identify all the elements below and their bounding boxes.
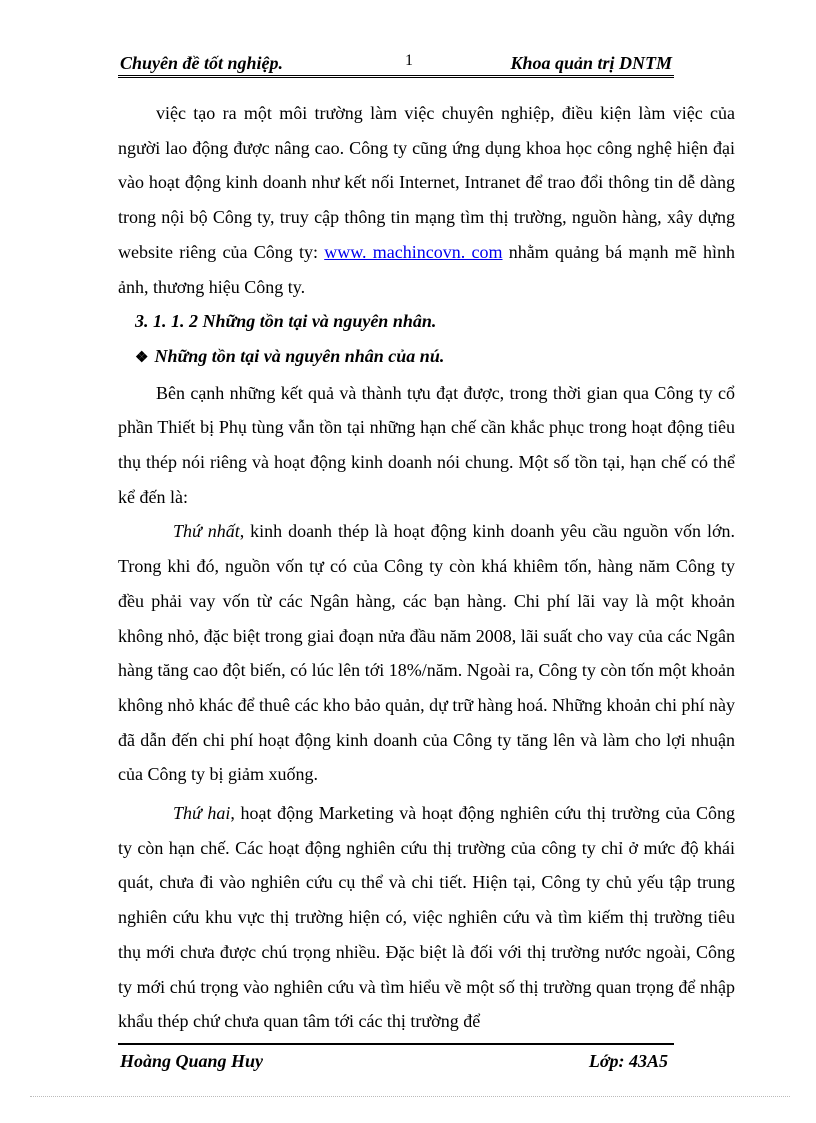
first-point-label: Thứ nhất (173, 521, 240, 542)
section-heading: 3. 1. 1. 2 Những tồn tại và nguyên nhân. (135, 311, 437, 332)
header-faculty: Khoa quản trị DNTM (510, 53, 672, 73)
page-bottom-divider (30, 1096, 790, 1097)
diamond-bullet-icon: ❖ (135, 349, 149, 366)
second-point-label: Thứ hai (173, 803, 231, 824)
paragraph-intro: việc tạo ra một môi trường làm việc chuyên nghiệp, điều kiện làm việc của người lao động được nâng cao. Công ty cũng ứng dụng khoa học công nghệ hiện đại vào hoạt động kinh doanh như kết nối Internet, Intranet để trao đổi thông tin dễ dàng trong nội bộ Công ty, truy cập thông tin mạng tìm thị trường, nguồn hàng, xây dựng website riêng của Công ty: www. machincovn. com nhằm quảng bá mạnh mẽ hình ảnh, thương hiệu Công ty. (118, 103, 735, 297)
page-footer (118, 1043, 674, 1077)
paragraph-second: Thứ hai, hoạt động Marketing và hoạt động nghiên cứu thị trường của Công ty còn hạn chế. Các hoạt động nghiên cứu thị trường của công ty chỉ ở mức độ khái quát, chưa đi vào nghiên cứu cụ thể và chi tiết. Hiện tại, Công ty chủ yếu tập trung nghiên cứu khu vực thị trường hiện có, việc nghiên cứu và tìm kiếm thị trường tiêu thụ mới chưa được chú trọng nhiều. Đặc biệt là đối với thị trường nước ngoài, Công ty mới chú trọng vào nghiên cứu và tìm hiểu về một số thị trường quan trọng để nhập khẩu thép chứ chưa quan tâm tới các thị trường để (118, 803, 735, 1032)
bullet-heading: ❖ Những tồn tại và nguyên nhân của nú. (135, 345, 445, 366)
paragraph-overview: Bên cạnh những kết quả và thành tựu đạt được, trong thời gian qua Công ty cổ phần Thiết bị Phụ tùng vẫn tồn tại những hạn chế cần khắc phục trong hoạt động tiêu thụ thép nói riêng và hoạt động kinh doanh nói chung. Một số tồn tại, hạn chế có thể kể đến là: (118, 382, 735, 507)
document-body (118, 96, 735, 1039)
paragraph-first: Thứ nhất, kinh doanh thép là hoạt động kinh doanh yêu cầu nguồn vốn lớn. Trong khi đó, nguồn vốn tự có của Công ty còn khá khiêm tốn, hàng năm Công ty đều phải vay vốn từ các Ngân hàng, các bạn hàng. Chi phí lãi vay là một khoản không nhỏ, đặc biệt trong giai đoạn nửa đầu năm 2008, lãi suất cho vay của các Ngân hàng tăng cao đột biến, có lúc lên tới 18%/năm. Ngoài ra, Công ty còn tốn một khoản không nhỏ khác để thuê các kho bảo quản, dự trữ hàng hoá. Những khoản chi phí này đã dẫn đến chi phí hoạt động kinh doanh của Công ty tăng lên và làm cho lợi nhuận của Công ty bị giảm xuống. (118, 521, 735, 785)
website-link[interactable]: www. machincovn. com (324, 241, 503, 262)
header-document-title: Chuyên đề tốt nghiệp. (120, 53, 284, 73)
footer-author: Hoàng Quang Huy (120, 1051, 264, 1071)
page-header (118, 50, 674, 78)
footer-class: Lớp: 43A5 (588, 1051, 668, 1071)
header-page-number: 1 (405, 52, 413, 69)
